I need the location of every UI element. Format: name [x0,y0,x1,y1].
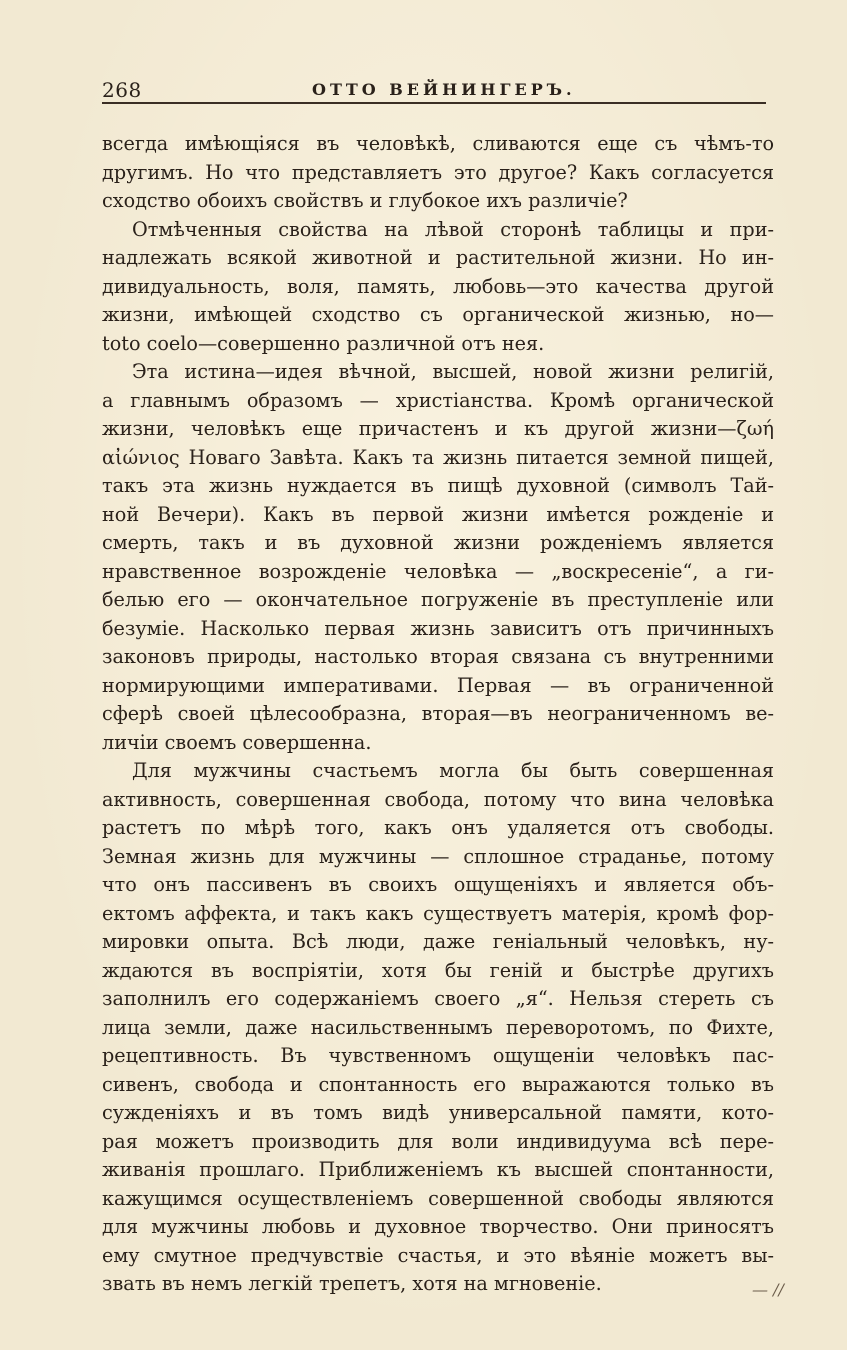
text-line: ной Вечери). Какъ въ первой жизни имѣется рожденіе и [102,502,774,526]
text-line: безуміе. Насколько первая жизнь зависитъ отъ причинныхъ [102,616,774,640]
text-line: всегда имѣющіяся въ человѣкѣ, сливаются еще съ чѣмъ-то [102,132,774,155]
text-line: рецептивность. Въ чувственномъ ощущеніи человѣкъ пас- [102,1044,774,1067]
text-line: сферѣ своей цѣлесообразна, вторая—въ неограниченномъ ве- [102,702,774,725]
text-line: что онъ пассивенъ въ своихъ ощущеніяхъ и является объ- [102,873,774,896]
text-line: заполнилъ его содержаніемъ своего „я“. Нельзя стереть съ [102,987,774,1010]
text-line: сходство обоихъ свойствъ и глубокое ихъ различіе? [102,189,628,212]
text-line: жизни, человѣкъ еще причастенъ и къ другой жизни—ζωή [102,417,774,440]
text-line: другимъ. Но что представляетъ это другое? Какъ согласуется [102,160,774,184]
running-title: ОТТО ВЕЙНИНГЕРЪ. [312,80,576,99]
text-line: личіи своемъ совершенна. [102,730,372,754]
body-text [102,130,774,1299]
text-line: а главнымъ образомъ — христіанства. Кромѣ органической [102,388,774,412]
text-line: мировки опыта. Всѣ люди, даже геніальный человѣкъ, ну- [102,930,774,953]
text-line: активность, совершенная свобода, потому что вина человѣка [102,787,774,811]
text-line: Отмѣченныя свойства на лѣвой сторонѣ таблицы и при- [132,217,774,241]
text-line: toto coelo—совершенно различной отъ нея. [102,331,545,355]
text-line: дивидуальность, воля, память, любовь—это качества другой [102,274,774,298]
text-line: нормирующими императивами. Первая — въ ограниченной [102,673,774,697]
text-line: для мужчины любовь и духовное творчество. Они приносятъ [102,1215,774,1238]
page-number: 268 [102,78,142,102]
text-line: ектомъ аффекта, и такъ какъ существуетъ матерія, кромѣ фор- [102,901,774,925]
text-line: законовъ природы, настолько вторая связана съ внутренними [102,645,774,668]
text-line: смерть, такъ и въ духовной жизни рожденіемъ является [102,531,774,554]
running-head [102,76,766,104]
text-line: жизни, имѣющей сходство съ органической жизнью, но— [102,303,774,326]
text-line: нравственное возрожденіе человѣка — „воскресеніе“, а ги- [102,559,774,583]
text-line: ему смутное предчувствіе счастья, и это вѣяніе можетъ вы- [102,1243,774,1267]
text-line: сужденіяхъ и въ томъ видѣ универсальной памяти, кото- [102,1101,774,1124]
text-line: Эта истина—идея вѣчной, высшей, новой жизни религій, [132,360,774,383]
margin-mark: — // [752,1280,784,1299]
text-line: живанія прошлаго. Приближеніемъ къ высшей спонтанности, [102,1158,774,1181]
text-line: надлежать всякой животной и растительной жизни. Но ин- [102,246,774,269]
text-line: растетъ по мѣрѣ того, какъ онъ удаляется отъ свободы. [102,816,774,839]
text-line: αἰώνιος Новаго Завѣта. Какъ та жизнь питается земной пищей, [102,445,774,469]
text-line: ждаются въ воспріятіи, хотя бы геній и быстрѣе другихъ [102,958,774,982]
text-line: белью его — окончательное погруженіе въ преступленіе или [102,588,774,611]
text-line: такъ эта жизнь нуждается въ пищѣ духовной (символъ Тай- [102,474,774,497]
text-line: Для мужчины счастьемъ могла бы быть совершенная [132,759,774,782]
text-line: звать въ немъ легкій трепетъ, хотя на мгновеніе. [102,1272,602,1295]
text-line: Земная жизнь для мужчины — сплошное страданье, потому [102,844,774,868]
text-line: рая можетъ производить для воли индивидуума всѣ пере- [102,1129,774,1153]
text-line: сивенъ, свобода и спонтанность его выражаются только въ [102,1072,774,1096]
text-line: лица земли, даже насильственнымъ переворотомъ, по Фихте, [102,1015,774,1039]
text-line: кажущимся осуществленіемъ совершенной свободы являются [102,1186,774,1210]
